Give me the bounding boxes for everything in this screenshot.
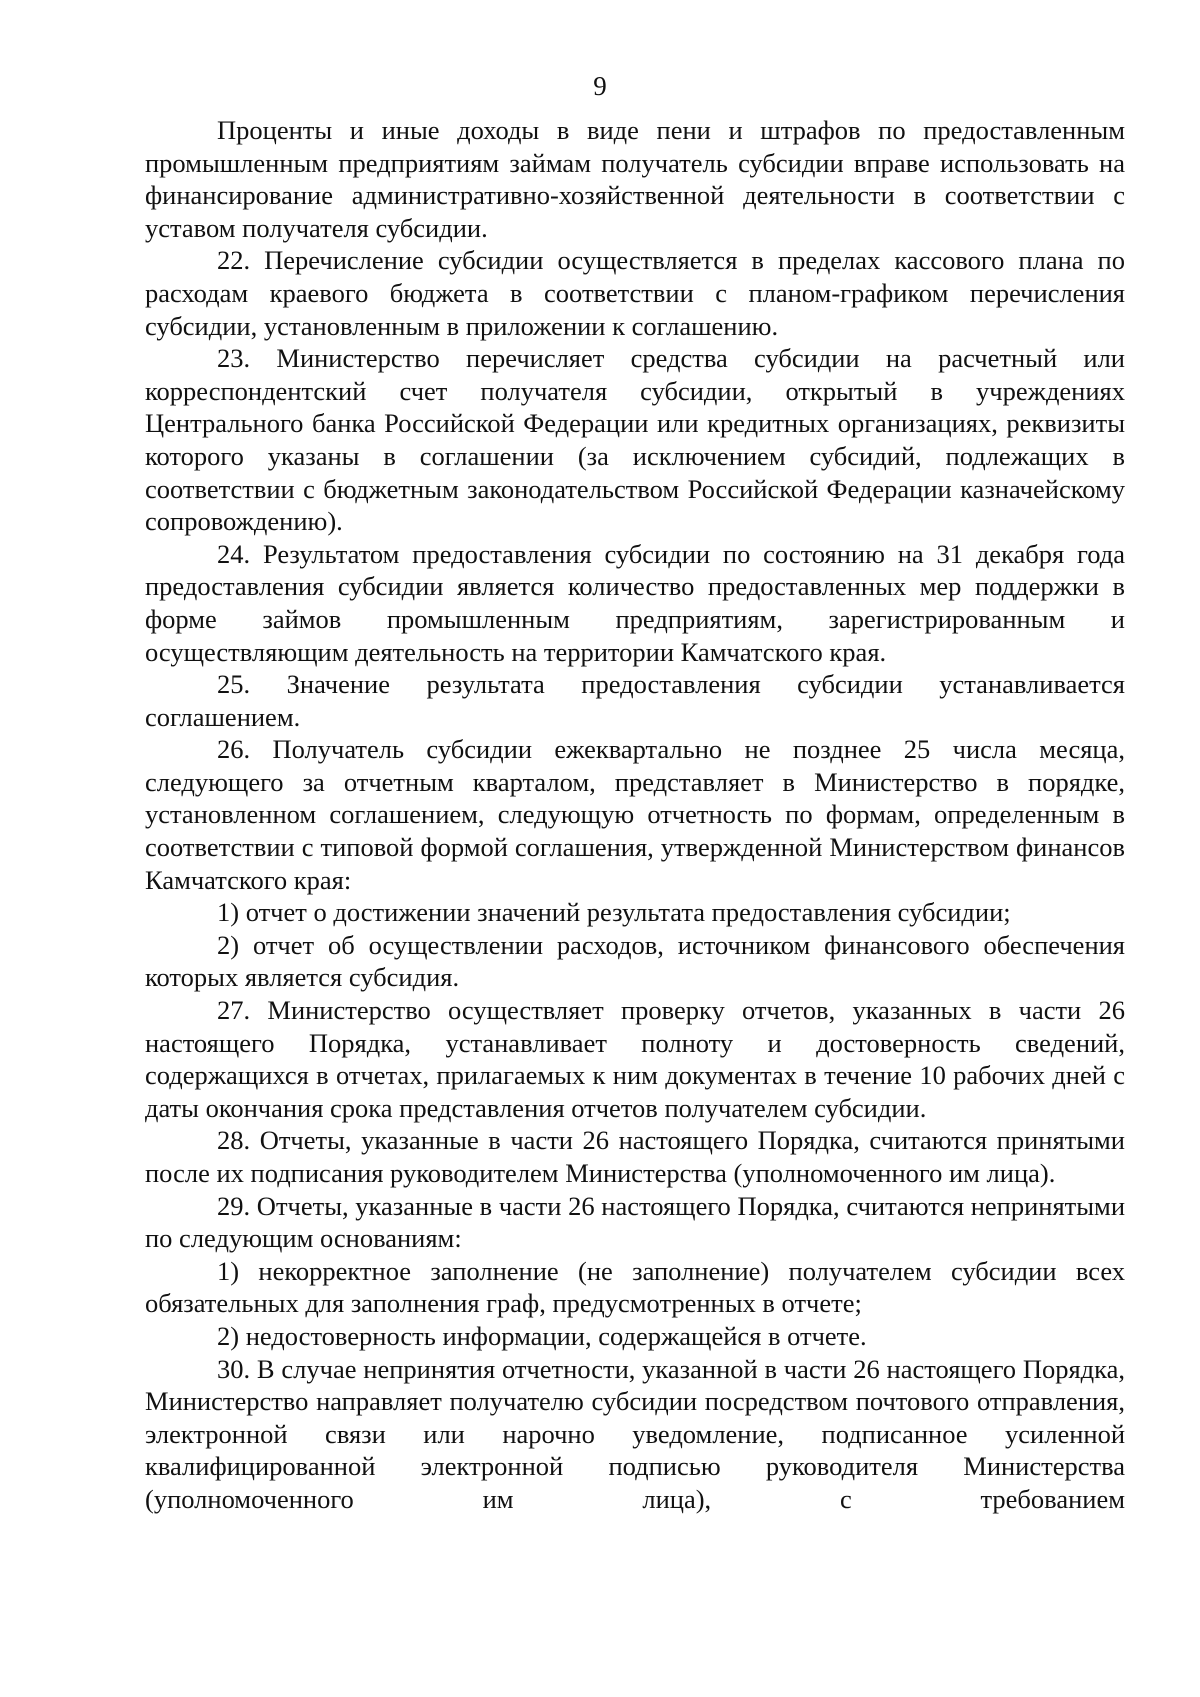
paragraph-25: 25. Значение результата предоставления субсидии устанавливается соглашением.: [145, 669, 1125, 732]
paragraph-24: 24. Результатом предоставления субсидии по состоянию на 31 декабря года предоставления субсидии является количество предоставленных мер поддержки в форме займов промышленным предприятиям, зарегистрированным и осуществляющим деятельность на территории Камчатского края.: [145, 538, 1125, 667]
paragraph-interest-income: Проценты и иные доходы в виде пени и штрафов по предоставленным промышленным предприятиям займам получатель субсидии вправе использовать на финансирование административно-хозяйственной деятельности в соответствии с уставом получателя субсидии.: [145, 115, 1125, 243]
paragraph-23: 23. Министерство перечисляет средства субсидии на расчетный или корреспондентский счет получателя субсидии, открытый в учреждениях Центрального банка Российской Федерации или кредитных организациях, реквизиты которого указаны в соглашении (за исключением субсидий, подлежащих в соответствии с бюджетным законодательством Российской Федерации казначейскому сопровождению).: [145, 343, 1125, 537]
paragraph-29: 29. Отчеты, указанные в части 26 настоящего Порядка, считаются непринятыми по следующим основаниям:: [145, 1190, 1125, 1254]
paragraph-29-item-2: 2) недостоверность информации, содержащейся в отчете.: [217, 1320, 867, 1351]
paragraph-27: 27. Министерство осуществляет проверку отчетов, указанных в части 26 настоящего Порядка, устанавливает полноту и достоверность сведений, содержащихся в отчетах, прилагаемых к ним документах в течение 10 рабочих дней с даты окончания срока представления отчетов получателем субсидии.: [145, 995, 1125, 1123]
page-number: 9: [593, 71, 607, 101]
paragraph-22: 22. Перечисление субсидии осуществляется в пределах кассового плана по расходам краевого бюджета в соответствии с планом-графиком перечисления субсидии, установленным в приложении к соглашению.: [145, 245, 1125, 341]
paragraph-28: 28. Отчеты, указанные в части 26 настоящего Порядка, считаются принятыми после их подписания руководителем Министерства (уполномоченного им лица).: [145, 1125, 1125, 1188]
paragraph-26-item-2: 2) отчет об осуществлении расходов, источником финансового обеспечения которых является субсидия.: [145, 929, 1125, 993]
paragraph-26-item-1: 1) отчет о достижении значений результата предоставления субсидии;: [217, 897, 1011, 928]
paragraph-26: 26. Получатель субсидии ежеквартально не позднее 25 числа месяца, следующего за отчетным кварталом, представляет в Министерство в порядке, установленном соглашением, следующую отчетность по формам, определенным в соответствии с типовой формой соглашения, утвержденной Министерством финансов Камчатского края:: [145, 734, 1125, 895]
document-body: [145, 114, 1125, 1516]
paragraph-30: 30. В случае непринятия отчетности, указанной в части 26 настоящего Порядка, Министерство направляет получателю субсидии посредством почтового отправления, электронной связи или нарочно уведомление, подписанное усиленной квалифицированной электронной подписью руководителя Министерства (уполномоченного им лица), с требованием: [145, 1353, 1125, 1514]
paragraph-29-item-1: 1) некорректное заполнение (не заполнение) получателем субсидии всех обязательных для заполнения граф, предусмотренных в отчете;: [145, 1255, 1125, 1319]
